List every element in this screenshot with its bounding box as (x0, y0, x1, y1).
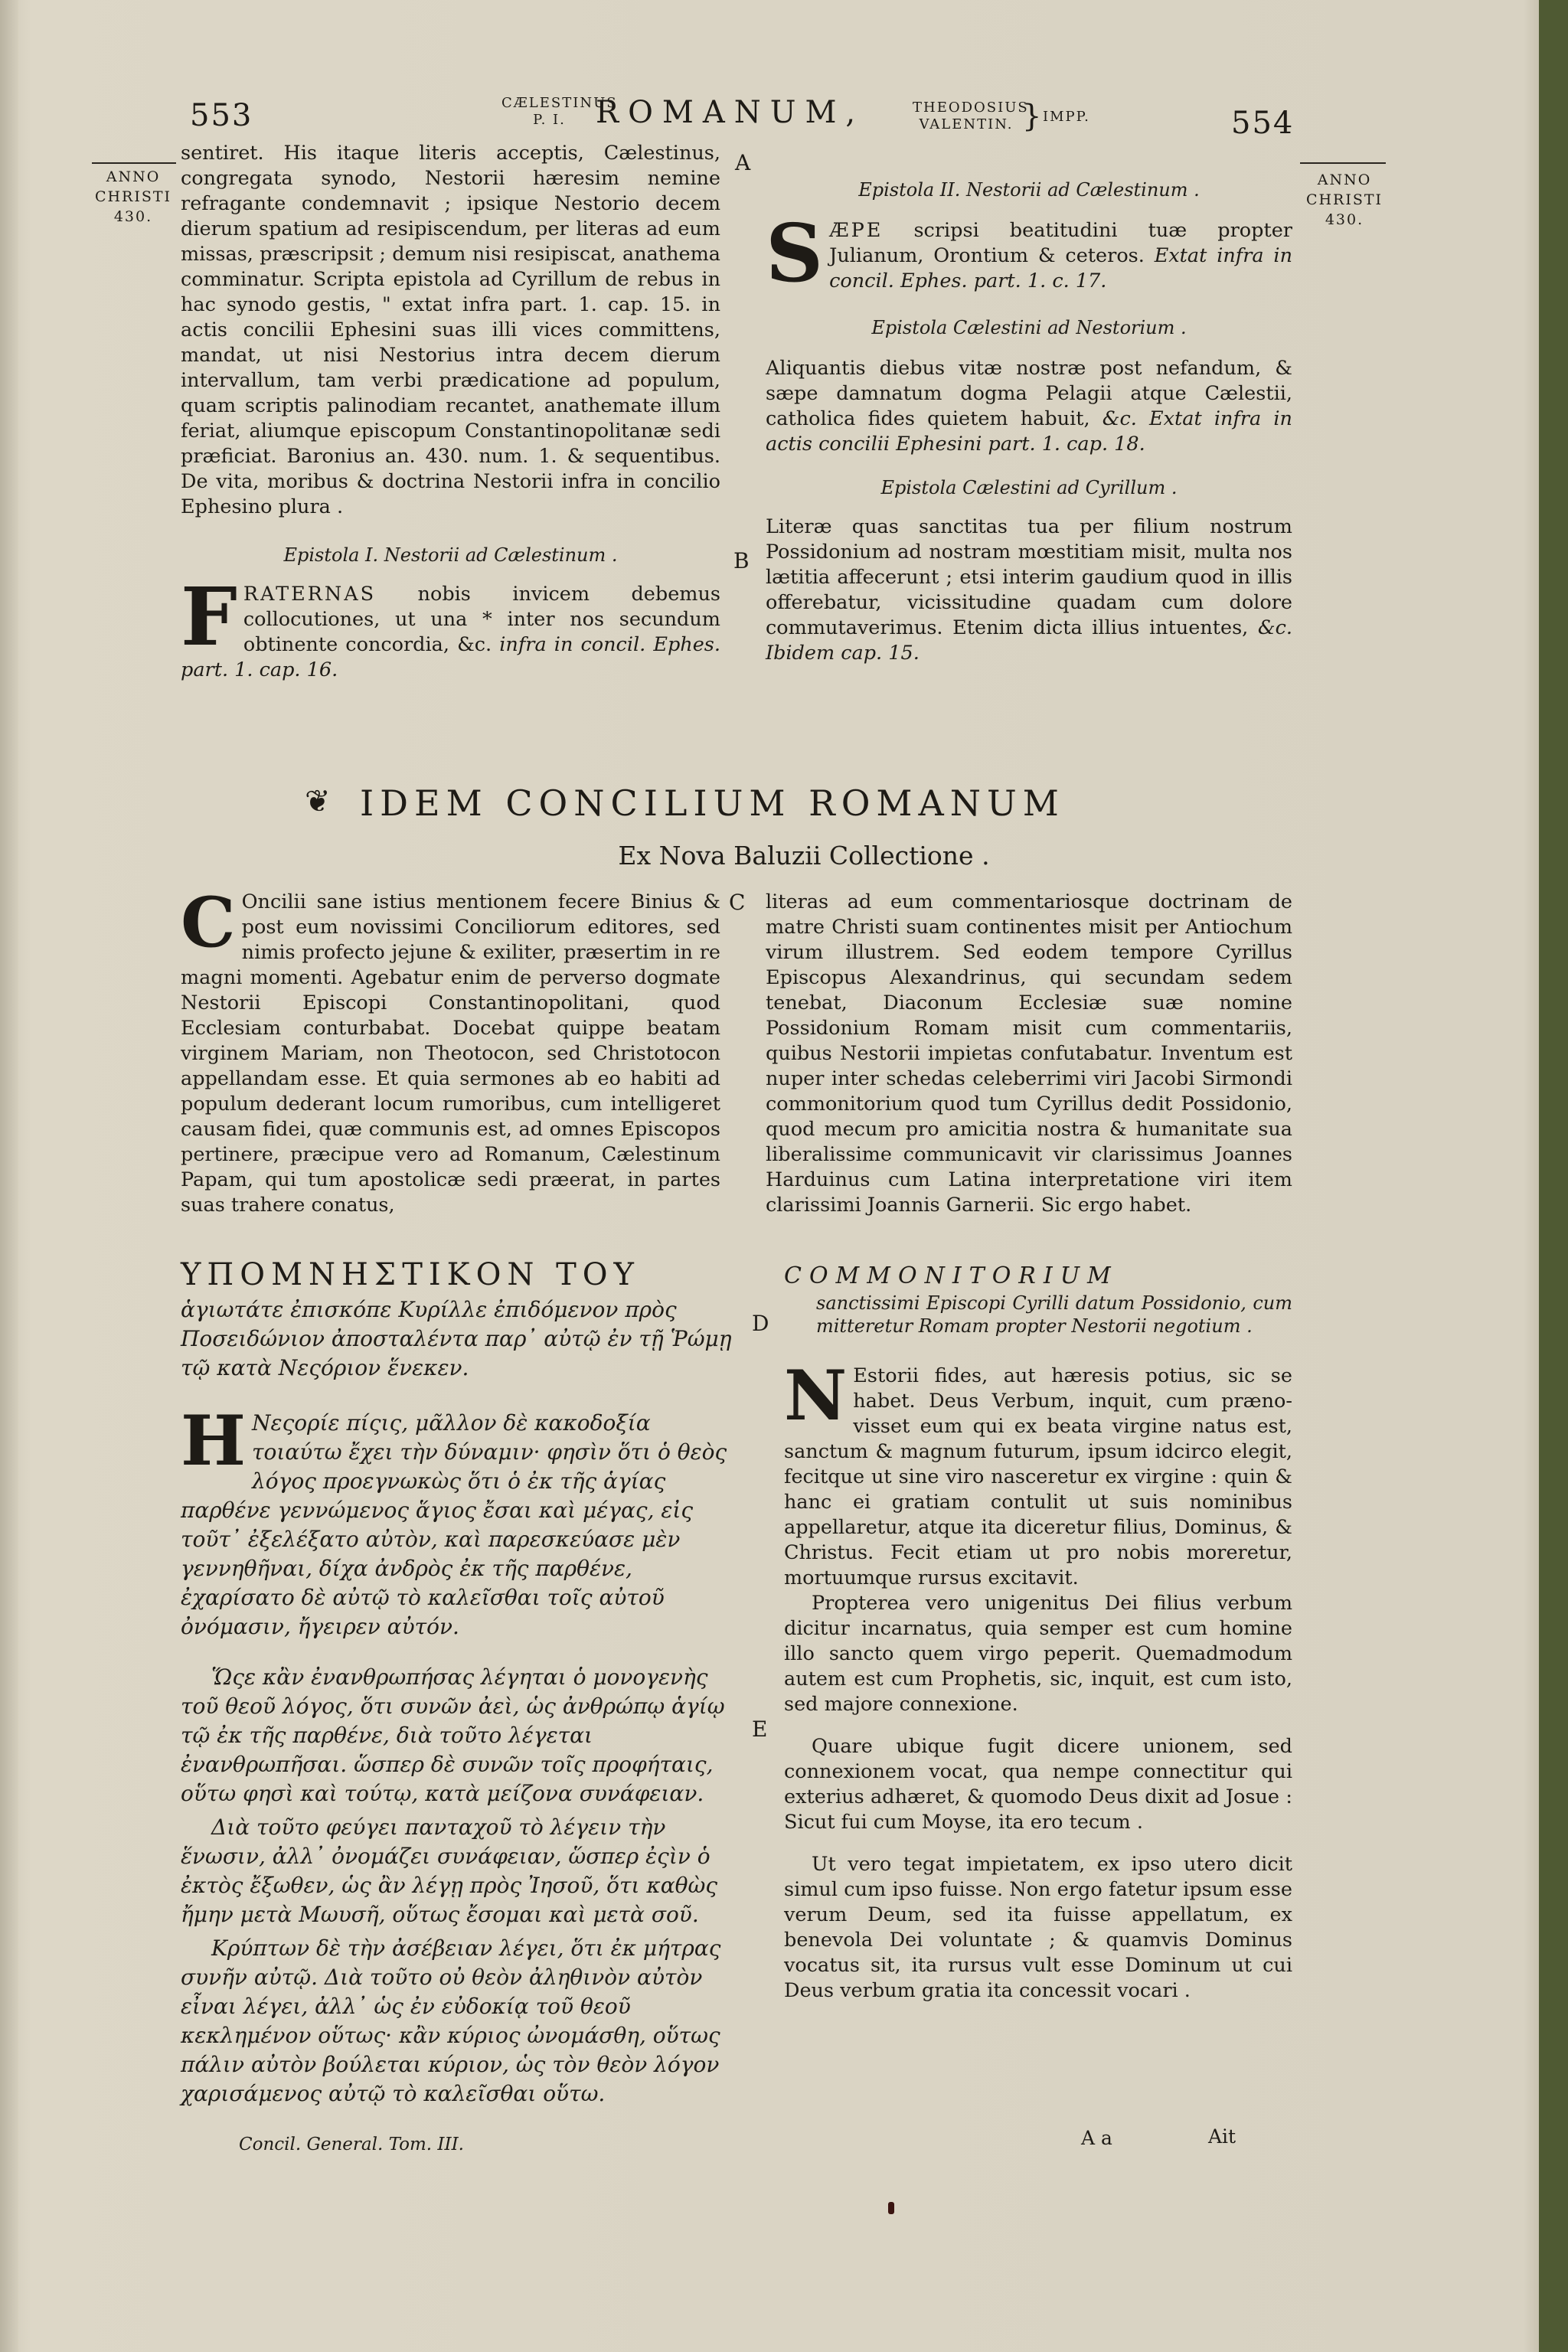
mid-left-column (181, 882, 720, 1218)
intro-paragraph: sentiret. His itaque literis acceptis, Cælestinus, congregata synodo, Nestorii hæresim nemine refragante condemnavit ; ipsique Nestorio decem dierum spatium ad resipiscendum, per literas ad eum missas, præscripsit ; demum nisi resipiscat, anathema comminatur. Scripta epistola ad Cyrillum de rebus in hac synodo gestis, " extat infra part. 1. cap. 15. in actis concilii Ephesini suas illi vices committens, mandat, ut nisi Nestorius intra decem dierum intervallum, tam verbi prædicatione ad populum, quam scriptis palinodiam recantet, anathemate illum feriat, aliumque episcopum Constantinopolitanæ sedi præficiat. Baronius an. 430. num. 1. & sequentibus. De vita, moribus & doctrina Nestorii infra in concilio Ephesino plura . (181, 142, 720, 518)
epistola-2-caps: ÆPE (829, 219, 884, 242)
epistola-2-ref: Extat infra in concil. Ephes. part. 1. c. 17. (829, 244, 1292, 292)
commonitorium-subheading: sanctissimi Episcopi Cyrilli datum Possidonio, cum mitteretur Romam propter Nestorii negotium . (816, 1292, 1292, 1337)
margin-note-right-line1: ANNO (1317, 172, 1372, 188)
epistola-4-text: Literæ quas sanctitas tua per filium nostrum Possidonium ad nostram mœstitiam misit, multa nos lætitia affecerunt ; etsi interim gaudium quod in illis offerebatur, vicissitudine quadam cum dolore commutaverimus. Etenim dicta illius intuentes, (766, 515, 1292, 639)
margin-rule-right (1300, 162, 1386, 164)
margin-note-left (86, 167, 181, 227)
concilium-text-left: Oncilii sane istius mentionem fecere Binius & post eum novissimi Conciliorum editores, sed nimis profecto jejune & exiliter, præsertim in re magni momenti. Agebatur enim de perverso dogmate Nestorii Episcopi Constantinopolitani, quod Ecclesiam conturbabat. Docebat quippe beatam virginem Mariam, non Theotocon, sed Christotocon appellandam esse. Et quia sermones ab eo habiti ad populum dederant locum rumoribus, cum intelligeret causam fidei, quæ communis est, ad omnes Episcopos pertinere, præcipue vero ad Romanum, Cælestinum Papam, qui tum apostolicæ sedi præerat, in partes suas trahere conatus, (181, 890, 720, 1217)
commonitorium-paragraph-2: Propterea vero unigenitus Dei filius verbum dicitur incarnatus, quia semper est cum homine illo sancto quem virgo peperit. Quemadmodum autem est cum Prophetis, sic, inquit, est cum isto, sed majore connexione. (784, 1592, 1292, 1716)
page-number-left: 553 (190, 98, 253, 133)
commonitorium-paragraph-4: Ut vero tegat impietatem, ex ipso utero dicit simul cum ipso fuisse. Non ergo fatetur ipsum esse verum Deum, sed ita fuisse appellatum, ex benevola Dei voluntate ; & quamvis Dominus vocatus sit, ita rursus vult esse Dominum ut cui Deus verbum gratia ita concessit vocari . (784, 1853, 1292, 2002)
top-right-column (766, 178, 1292, 666)
epistola-3-text: Aliquantis diebus vitæ nostræ post nefandum, & sæpe damnatum dogma Pelagii atque Cælestii, catholica fides quietem habuit, (766, 357, 1292, 430)
brace-glyph: } (1022, 99, 1042, 134)
epistola-4-paragraph (766, 514, 1292, 666)
epistola-1-paragraph (181, 570, 720, 683)
dropcap-s: S (766, 206, 824, 300)
epistola-2-text: scripsi beatitudini tuæ propter Julianum, Orontium & ceteros. (829, 219, 1292, 267)
dropcap-n: N (784, 1355, 848, 1436)
section-title: IDEM CONCILIUM ROMANUM (360, 782, 1065, 824)
concilium-paragraph-left (181, 882, 720, 1218)
greek-paragraph-2: Ὥςε κἂν ἐνανθρωπήσας λέγηται ὁ μονογενὴς τοῦ θεοῦ λόγος, ὅτι συνῶν ἀεὶ, ὡς ἀνθρώπῳ ἁγίῳ τῷ ἐκ τῆς παρθένε, διὰ τοῦτο λέγεται ἐνανθρωπῆσαι. ὥσπερ δὲ συνῶν τοῖς προφήταις, οὕτω φησὶ καὶ τούτῳ, κατὰ μείζονα συνάφειαν. (181, 1664, 725, 1806)
greek-column (181, 1257, 747, 2109)
epistola-3-ref: &c. Extat infra in actis concilii Ephesini part. 1. cap. 18. (766, 407, 1292, 456)
section-subtitle: Ex Nova Baluzii Collectione . (618, 841, 990, 871)
section-letter-e: E (752, 1717, 768, 1742)
running-head-right (913, 100, 1029, 133)
greek-heading: ΥΠΟΜΝΗΣΤΙΚΟΝ ΤΟΥ (181, 1257, 640, 1292)
catchword: Ait (1208, 2125, 1236, 2148)
greek-subheading: ἁγιωτάτε ἐπισκόπε Κυρίλλε ἐπιδόμενον πρὸς Ποσειδώνιον ἀποσταλέντα παρ᾽ αὐτῷ ἐν τῇ Ῥώμῃ τῷ κατὰ Νεςόριον ἕνεκεν. (181, 1297, 732, 1380)
epistola-4-ref: &c. Ibidem cap. 15. (766, 616, 1292, 665)
epistola-3-heading: Epistola Cælestini ad Nestorium . (871, 317, 1187, 338)
epistola-1-ref: infra in concil. Ephes. part. 1. cap. 16. (181, 633, 720, 681)
running-head-right-suffix: IMPP. (1043, 109, 1090, 125)
running-head-left-line1: CÆLESTINUS (501, 95, 618, 111)
binding-gutter (0, 0, 18, 2352)
commonitorium-paragraph-3: Quare ubique fugit dicere unionem, sed connexionem vocat, qua nempe connectitur qui exterius adhæret, & quomodo Deus dixit ad Josue : Sicut fui cum Moyse, ita ero tecum . (784, 1735, 1292, 1834)
epistola-2-paragraph (766, 206, 1292, 300)
epistola-1-text: nobis invicem debemus collocutiones, ut una * inter nos secundum obtinente concordia, &c. (243, 583, 720, 656)
concilium-text-right: literas ad eum commentariosque doctrinam de matre Christi suam continentes misit per Antiochum virum illustrem. Sed eodem tempore Cyrillus Episcopus Alexandrinus, qui secundam sedem tenebat, Diaconum Ecclesiæ suæ nomine Possidonium Romam misit cum commentariis, quibus Nestorii impietas confutabatur. Inventum est nuper inter schedas celeberrimi viri Jacobi Sirmondi commonitorium quod tum Cyrillus dedit Possidonio, quod mecum pro amicitia nostra & humanitate sua liberalissime communicavit vir clarissimus Joannes Harduinus cum Latina interpretatione viri item clarissimi Joannis Garnerii. Sic ergo habet. (766, 890, 1292, 1217)
dropcap-eta: Η (181, 1400, 247, 1481)
margin-note-right (1297, 170, 1392, 230)
greek-paragraph-4: Κρύπτων δὲ τὴν ἀσέβειαν λέγει, ὅτι ἐκ μήτρας συνῆν αὐτῷ. Διὰ τοῦτο οὐ θεὸν ἀληθινὸν αὐτὸν εἶναι λέγει, ἀλλ᾽ ὡς ἐν εὐδοκίᾳ τοῦ θεοῦ κεκλημένον οὕτως· κἂν κύριος ὠνομάσθη, οὕτως πάλιν αὐτὸν βούλεται κύριον, ὡς τὸν θεὸν λόγον χαρισάμενος αὐτῷ τὸ καλεῖσθαι οὕτω. (181, 1936, 721, 2106)
epistola-3-paragraph (766, 356, 1292, 457)
running-head-left (501, 95, 618, 129)
running-head-left-line2: P. I. (533, 112, 566, 128)
commonitorium-heading: COMMONITORIUM (784, 1263, 1119, 1289)
dropcap-c: C (181, 882, 236, 963)
epistola-2-heading: Epistola II. Nestorii ad Cælestinum . (858, 179, 1200, 201)
commonitorium-text-1: Estorii fides, aut hæresis potius, sic se habet. Deus Verbum, inquit, cum præno-visset eum qui ex beata virgine natus est, sanctum & magnum futurum, ipsum idcirco elegit, fecitque ut sine viro nasceretur ex virgine : quin & hanc ei gratiam contulit ut suis nominibus appellaretur, atque ita diceretur filius, Dominus, & Christus. Fecit etiam ut pro nobis moreretur, mortuumque rursus excitavit. (784, 1364, 1292, 1589)
epistola-4-heading: Epistola Cælestini ad Cyrillum . (880, 477, 1178, 498)
commonitorium-column (784, 1263, 1292, 2004)
greek-paragraph-3: Διὰ τοῦτο φεύγει πανταχοῦ τὸ λέγειν τὴν ἕνωσιν, ἀλλ᾽ ὀνομάζει συνάφειαν, ὥσπερ ἐςὶν ὁ ἐκτὸς ἔξωθεν, ὡς ἂν λέγῃ πρὸς Ἰησοῦ, ὅτι καθὼς ἤμην μετὰ Μωυσῆ, οὕτως ἔσομαι καὶ μετὰ σοῦ. (181, 1815, 718, 1927)
margin-note-right-line2: CHRISTI (1305, 191, 1383, 208)
section-letter-b: B (733, 548, 750, 573)
mid-right-column (766, 890, 1292, 1218)
commonitorium-paragraph-1 (784, 1355, 1292, 1591)
section-letter-d: D (752, 1311, 769, 1336)
margin-rule-left (92, 162, 176, 164)
epistola-1-caps: RATERNAS (243, 583, 377, 606)
epistola-1-heading: Epistola I. Nestorii ad Cælestinum . (283, 544, 618, 566)
running-head-right-line2: VALENTIN. (919, 116, 1014, 132)
page-number-right: 554 (1231, 106, 1295, 141)
greek-paragraph-1 (181, 1400, 747, 1642)
section-letter-a: A (735, 150, 751, 175)
greek-text-1: Νεςορίε πίςις, μᾶλλον δὲ κακοδοξία τοιαύτω ἔχει τὴν δύναμιν· φησὶν ὅτι ὁ θεὸς λόγος προεγνωκὼς ὅτι ὁ ἐκ τῆς ἁγίας παρθένε γεννώμενος ἅγιος ἔσαι καὶ μέγας, εἰς τοῦτ᾽ ἐξελέξατο αὐτὸν, καὶ παρεσκεύασε μὲν γεννηθῆναι, δίχα ἀνδρὸς ἐκ τῆς παρθένε, ἐχαρίσατο δὲ αὐτῷ τὸ καλεῖσθαι τοῖς αὐτοῦ ὀνόμασιν, ἤγειρεν αὐτόν. (181, 1410, 727, 1639)
footer-volume: Concil. General. Tom. III. (239, 2135, 464, 2154)
ink-mark (888, 2202, 894, 2214)
margin-note-left-line1: ANNO (106, 168, 161, 185)
margin-note-right-line3: 430. (1325, 211, 1364, 228)
fleuron-ornament: ❦ (305, 784, 331, 819)
margin-note-left-line3: 430. (113, 208, 153, 225)
running-title: ROMANUM, (596, 95, 865, 130)
top-left-column (181, 141, 720, 683)
margin-note-left-line2: CHRISTI (94, 188, 172, 205)
dropcap-f: F (181, 570, 237, 664)
signature-mark: A a (1081, 2127, 1112, 2149)
section-letter-c: C (729, 890, 746, 915)
running-head-right-line1: THEODOSIUS (913, 100, 1029, 116)
